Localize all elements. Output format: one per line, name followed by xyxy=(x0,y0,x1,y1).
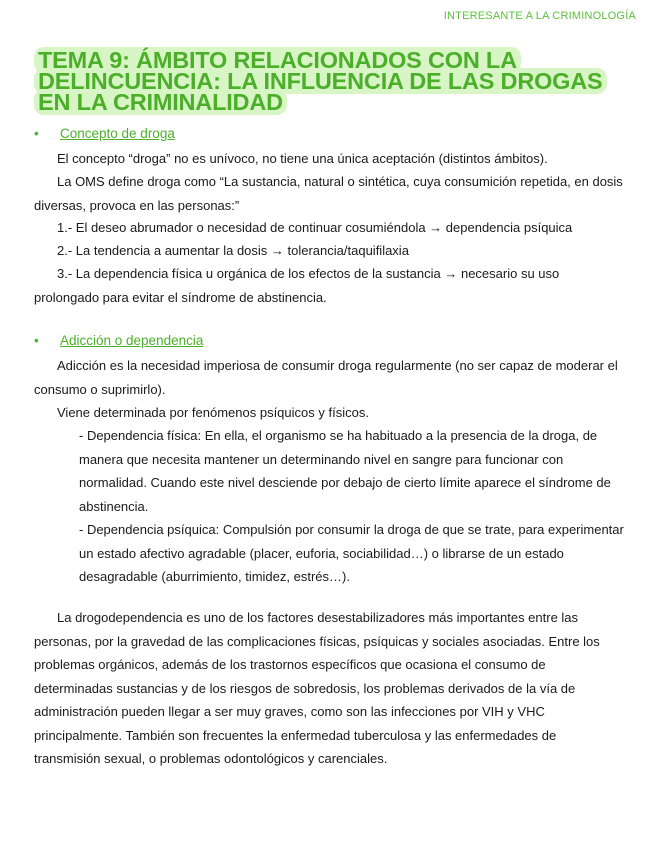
paragraph: El concepto “droga” no es unívoco, no tiene una única aceptación (distintos ámbitos). xyxy=(57,151,548,166)
list-item: 1.- El deseo abrumador o necesidad de continuar cosumiéndola → dependencia psíquica xyxy=(57,220,573,235)
bullet-icon: • xyxy=(34,126,39,141)
paragraph: La drogodependencia es uno de los factores desestabilizadores más importantes entre las personas, por la gravedad de las complicaciones físicas, psíquicas y sociales asociadas. Entre los problemas orgánicos, además de los trastornos específicos que ocasiona el consumo de determinadas sustancias y de los riesgos de sobredosis, los problemas derivados de la vía de administración pueden llegar a ser muy graves, como son las infecciones por VIH y VHC principalmente. También son frecuentes la enfermedad tuberculosa y las enfermedades de transmisión sexual, o problemas odontológicos y carenciales. xyxy=(34,610,600,766)
section-heading-adiccion xyxy=(34,333,203,348)
list-item: 3.- La dependencia física u orgánica de los efectos de la sustancia → necesario su uso prolongado para evitar el síndrome de abstinencia. xyxy=(34,266,560,305)
list-item: - Dependencia física: En ella, el organismo se ha habituado a la presencia de la droga, de manera que necesita mantener un determinando nivel en sangre para funcionar con normalidad. Cuando este nivel desciende por debajo de cierto límite aparece el síndrome de abstinencia. xyxy=(79,428,611,514)
paragraph: Adicción es la necesidad imperiosa de consumir droga regularmente (no ser capaz de moderar el consumo o suprimirlo). xyxy=(34,358,618,397)
list-item: - Dependencia psíquica: Compulsión por consumir la droga de que se trate, para experimentar un estado afectivo agradable (placer, euforia, sociabilidad…) o librarse de un estado desagradable (aburrimiento, timidez, estrés…). xyxy=(79,522,624,584)
page-title xyxy=(34,47,614,115)
section-heading-concepto xyxy=(34,126,175,141)
section-heading-label: Concepto de droga xyxy=(60,126,175,141)
list-item: 2.- La tendencia a aumentar la dosis → tolerancia/taquifilaxia xyxy=(57,243,409,258)
section-heading-label: Adicción o dependencia xyxy=(60,333,204,348)
title-text: TEMA 9: ÁMBITO RELACIONADOS CON LA DELINCUENCIA: LA INFLUENCIA DE LAS DROGAS EN LA CRIMINALIDAD xyxy=(34,47,607,115)
bullet-icon: • xyxy=(34,333,39,348)
running-header: INTERESANTE A LA CRIMINOLOGÍA xyxy=(443,10,636,22)
paragraph: La OMS define droga como “La sustancia, natural o sintética, cuya consumición repetida, en dosis diversas, provoca en las personas:” xyxy=(34,174,623,213)
paragraph: Viene determinada por fenómenos psíquicos y físicos. xyxy=(57,405,369,420)
